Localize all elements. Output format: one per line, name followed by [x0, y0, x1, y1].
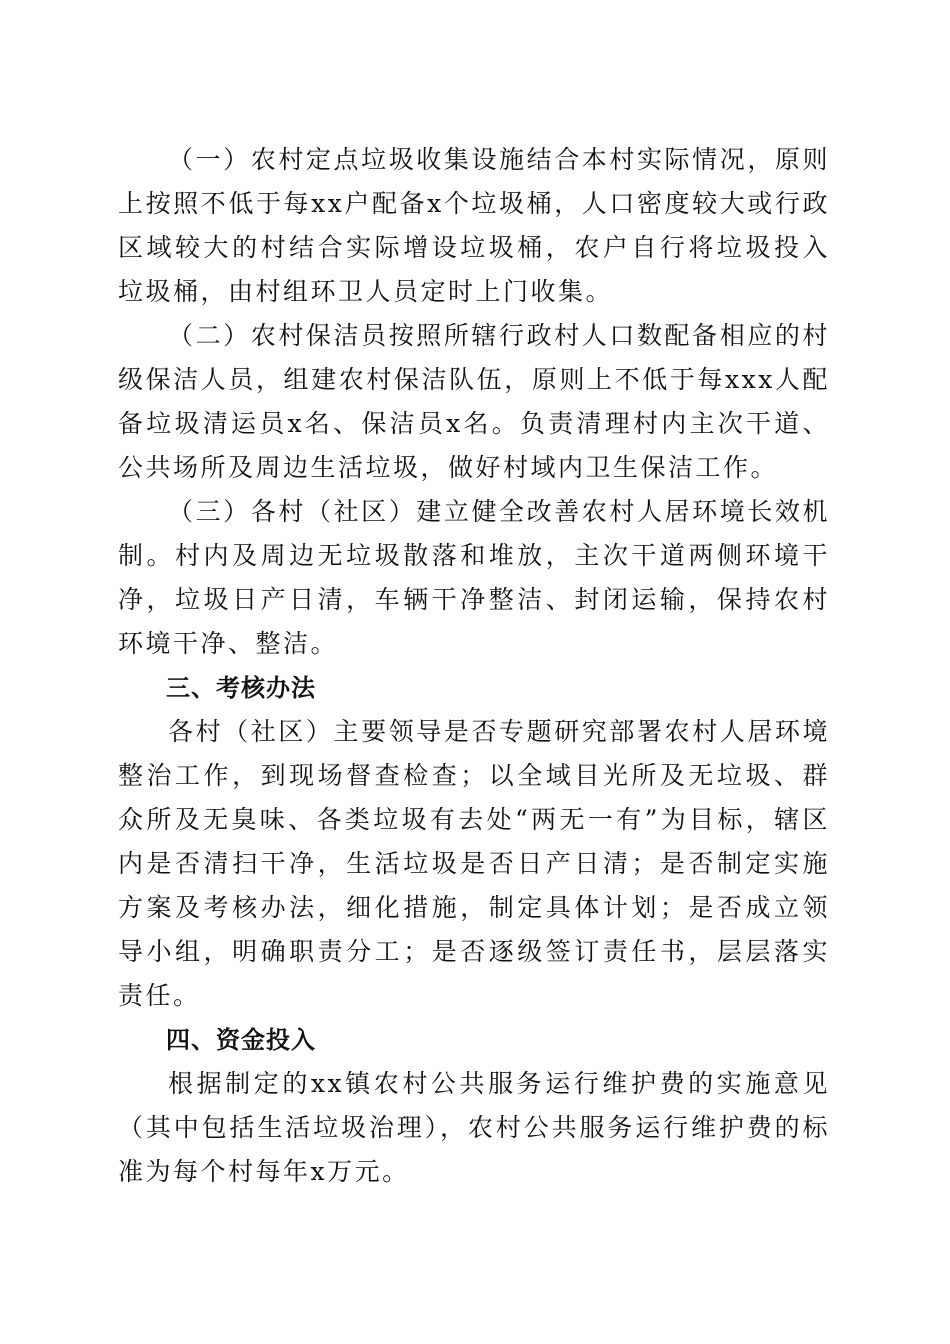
paragraph-cleaners: （二）农村保洁员按照所辖行政村人口数配备相应的村级保洁人员，组建农村保洁队伍，原则上不低于每xxx人配备垃圾清运员x名、保洁员x名。负责清理村内主次干道、公共场所及周边生活垃圾，做好村域内卫生保洁工作。: [118, 321, 830, 482]
paragraph-long-term-mechanism: （三）各村（社区）建立健全改善农村人居环境长效机制。村内及周边无垃圾散落和堆放，主次干道两侧环境干净，垃圾日产日清，车辆干净整洁、封闭运输，保持农村环境干净、整洁。: [118, 497, 830, 658]
paragraph-collection-facilities: （一）农村定点垃圾收集设施结合本村实际情况，原则上按照不低于每xx户配备x个垃圾桶，人口密度较大或行政区域较大的村结合实际增设垃圾桶，农户自行将垃圾投入垃圾桶，由村组环卫人员定时上门收集。: [118, 145, 830, 306]
document-page: [118, 138, 830, 1194]
section-heading-funding: 四、资金投入: [166, 1026, 316, 1054]
section-heading-assessment: 三、考核办法: [166, 674, 316, 702]
paragraph-funding: 根据制定的xx镇农村公共服务运行维护费的实施意见（其中包括生活垃圾治理），农村公共服务运行维护费的标准为每个村每年x万元。: [118, 1069, 830, 1186]
paragraph-assessment: 各村（社区）主要领导是否专题研究部署农村人居环境整治工作，到现场督查检查；以全域目光所及无垃圾、群众所及无臭味、各类垃圾有去处“两无一有”为目标，辖区内是否清扫干净，生活垃圾是否日产日清；是否制定实施方案及考核办法，细化措施，制定具体计划；是否成立领导小组，明确职责分工；是否逐级签订责任书，层层落实责任。: [118, 717, 830, 1010]
